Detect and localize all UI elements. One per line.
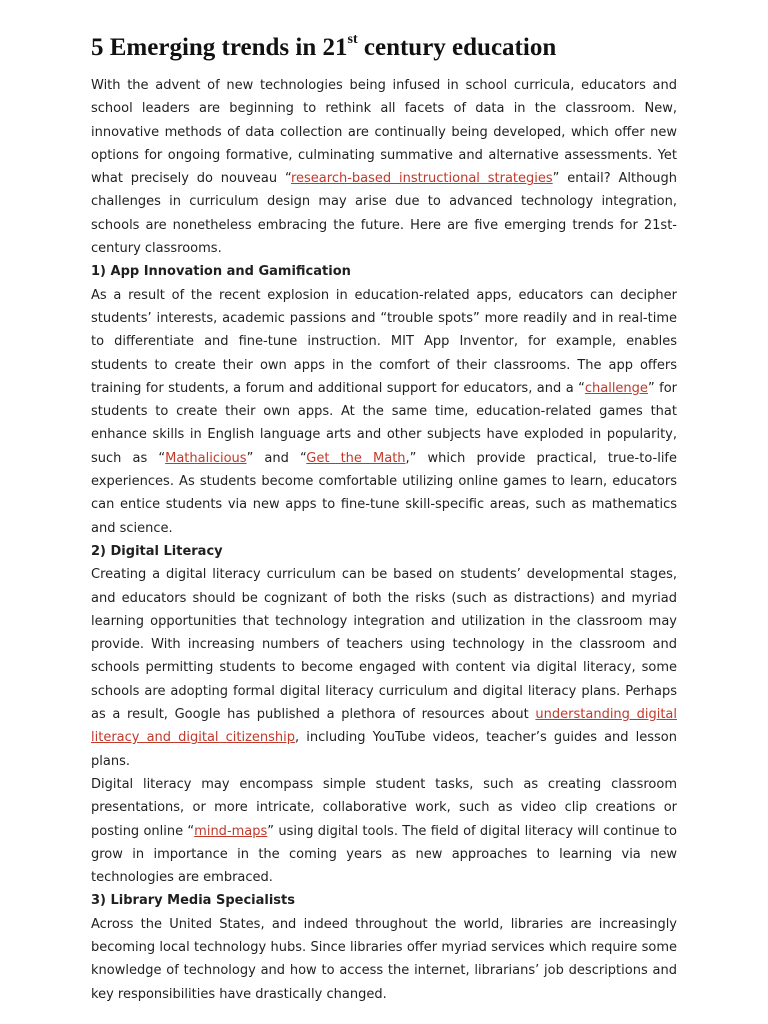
intro-text: With the advent of new technologies being infused in school curricula, educators and school leaders are beginning to rethink all facets of data in the classroom. New, innovative methods of data collection are continually being developed, which offer new options for ongoing formative, culminating summative and alternative assessments. Yet what precisely do nouveau “ xyxy=(91,78,677,187)
paragraph-text: Creating a digital literacy curriculum can be based on students’ developmental stages, and educators should be cognizant of both the risks (such as distractions) and myriad learning opportunities that technology integration and utilization in the classroom may provide. With increasing numbers of teachers using technology in the classroom and schools permitting students to become engaged with content via digital literacy, some schools are adopting formal digital literacy curriculum and digital literacy plans. Perhaps as a result, Google has published a plethora of resources about xyxy=(91,567,677,723)
paragraph-text: ” for students to create their own apps. At the same time, education-related games that enhance skills in English language arts and other subjects have exploded in popularity, such as “ xyxy=(91,380,677,466)
section-paragraph-library-media: Across the United States, and indeed throughout the world, libraries are increasingly becoming local technology hubs. Since libraries offer myriad services which require some knowledge of technology and how to access the internet, librarians’ job descriptions and key responsibilities have drastically changed. xyxy=(91,916,677,1002)
challenge-link[interactable]: challenge xyxy=(584,380,648,396)
section-paragraph-digital-literacy-1 xyxy=(91,563,677,773)
paragraph-text: As a result of the recent explosion in education-related apps, educators can decipher students’ interests, academic passions and “trouble spots” more readily and in real-time to differentiate and fine-tune instruction. MIT App Inventor, for example, enables students to create their own apps in the comfort of their classrooms. The app offers training for students, a forum and additional support for educators, and a “ xyxy=(91,287,677,396)
mind-maps-link[interactable]: mind-maps xyxy=(194,823,268,839)
get-the-math-link[interactable]: Get the Math xyxy=(306,450,406,466)
title-text-end: century education xyxy=(357,34,557,61)
title-text: 5 Emerging trends in 21 xyxy=(91,34,348,61)
intro-paragraph xyxy=(91,74,677,260)
paragraph-text: ,” which provide practical, true-to-life experiences. As students become comfortable utilizing online games to learn, educators can entice students via new apps to fine-tune skill-specific areas, such as mathematics and science. xyxy=(91,450,678,536)
research-strategies-link[interactable]: research-based instructional strategies xyxy=(290,171,553,187)
paragraph-text: , including YouTube videos, teacher’s guides and lesson plans. xyxy=(91,730,677,769)
digital-citizenship-link[interactable]: understanding digital literacy and digital citizenship xyxy=(91,707,677,746)
section-paragraph-app-innovation xyxy=(91,284,677,540)
title-superscript: st xyxy=(347,32,358,47)
paragraph-text: ” using digital tools. The field of digital literacy will continue to grow in importance in the coming years as new approaches to learning via new technologies are embraced. xyxy=(91,823,677,886)
section-paragraph-digital-literacy-2 xyxy=(91,773,677,889)
page-title xyxy=(91,33,677,63)
section-heading-app-innovation: 1) App Innovation and Gamification xyxy=(91,264,351,280)
mathalicious-link[interactable]: Mathalicious xyxy=(165,450,247,466)
paragraph-text: ” and “ xyxy=(246,450,307,466)
section-heading-library-media: 3) Library Media Specialists xyxy=(91,893,295,909)
paragraph-text: Digital literacy may encompass simple student tasks, such as creating classroom presentations, or more intricate, collaborative work, such as video clip creations or posting online “ xyxy=(91,776,677,839)
section-heading-digital-literacy: 2) Digital Literacy xyxy=(91,543,223,559)
intro-text-end: ” entail? Although challenges in curriculum design may arise due to advanced technology integration, schools are nonetheless embracing the future. Here are five emerging trends for 21st-century classrooms. xyxy=(91,171,678,257)
